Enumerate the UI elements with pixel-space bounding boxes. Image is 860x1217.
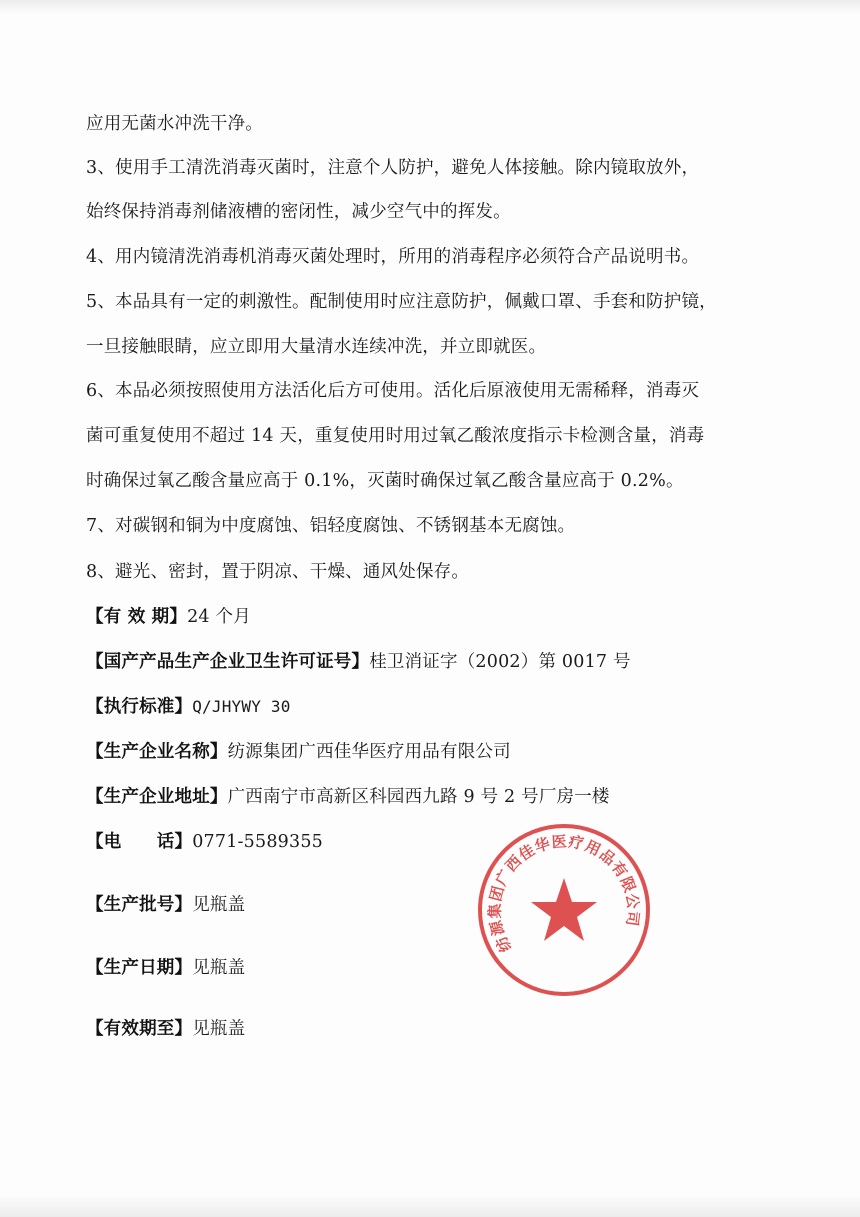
field-company-address-label: 【生产企业地址】 xyxy=(86,787,228,807)
item-5-line-2: 一旦接触眼睛，应立即用大量清水连续冲洗，并立即就医。 xyxy=(86,337,547,357)
field-production-date-value: 见瓶盖 xyxy=(192,958,246,978)
field-phone-label: 【电 话】 xyxy=(86,832,193,852)
field-company-name-value: 纺源集团广西佳华医疗用品有限公司 xyxy=(227,742,511,762)
field-phone xyxy=(86,830,323,854)
field-production-date xyxy=(86,956,245,980)
scan-edge-bottom xyxy=(0,1195,860,1217)
item-3-line-2: 始终保持消毒剂储液槽的密闭性，减少空气中的挥发。 xyxy=(86,202,511,222)
field-standard-label: 【执行标准】 xyxy=(86,697,193,717)
item-6-line-3: 时确保过氧乙酸含量应高于 0.1%，灭菌时确保过氧乙酸含量应高于 0.2%。 xyxy=(86,471,684,491)
continuation-line: 应用无菌水冲洗干净。 xyxy=(86,114,263,134)
item-4-line-1: 4、用内镜清洗消毒机消毒灭菌处理时，所用的消毒程序必须符合产品说明书。 xyxy=(86,247,700,267)
field-standard-value: Q/JHYWY 30 xyxy=(192,697,291,716)
company-seal xyxy=(474,820,654,1000)
item-5-line-1: 5、本品具有一定的刺激性。配制使用时应注意防护，佩戴口罩、手套和防护镜， xyxy=(86,292,717,312)
scan-edge-top xyxy=(0,0,860,14)
field-validity-label: 【有 效 期】 xyxy=(86,607,188,627)
field-company-address-value: 广西南宁市高新区科园西九路 9 号 2 号厂房一楼 xyxy=(227,787,610,807)
seal-text: 纺源集团广西佳华医疗用品有限公司 xyxy=(485,832,643,955)
item-6-line-1: 6、本品必须按照使用方法活化后方可使用。活化后原液使用无需稀释，消毒灭 xyxy=(86,381,700,401)
field-expiry xyxy=(86,1017,245,1041)
item-7-line-1: 7、对碳钢和铜为中度腐蚀、铝轻度腐蚀、不锈钢基本无腐蚀。 xyxy=(86,516,576,536)
item-3-line-1: 3、使用手工清洗消毒灭菌时，注意个人防护，避免人体接触。除内镜取放外， xyxy=(86,158,700,178)
field-batch xyxy=(86,893,245,917)
field-expiry-value: 见瓶盖 xyxy=(192,1019,246,1039)
field-standard xyxy=(86,695,291,719)
field-license-value: 桂卫消证字（2002）第 0017 号 xyxy=(369,652,631,672)
field-license xyxy=(86,650,631,674)
field-phone-value: 0771-5589355 xyxy=(192,832,323,852)
field-production-date-label: 【生产日期】 xyxy=(86,958,193,978)
field-company-name xyxy=(86,740,511,764)
field-validity xyxy=(86,605,251,629)
item-6-line-2: 菌可重复使用不超过 14 天，重复使用时用过氧乙酸浓度指示卡检测含量，消毒 xyxy=(86,426,705,446)
field-validity-value: 24 个月 xyxy=(187,607,251,627)
field-company-name-label: 【生产企业名称】 xyxy=(86,742,228,762)
field-license-label: 【国产产品生产企业卫生许可证号】 xyxy=(86,652,370,672)
field-batch-label: 【生产批号】 xyxy=(86,895,193,915)
star-icon xyxy=(531,878,597,941)
field-batch-value: 见瓶盖 xyxy=(192,895,246,915)
field-company-address xyxy=(86,785,610,809)
field-expiry-label: 【有效期至】 xyxy=(86,1019,193,1039)
item-8-line-1: 8、避光、密封，置于阴凉、干燥、通风处保存。 xyxy=(86,562,470,582)
